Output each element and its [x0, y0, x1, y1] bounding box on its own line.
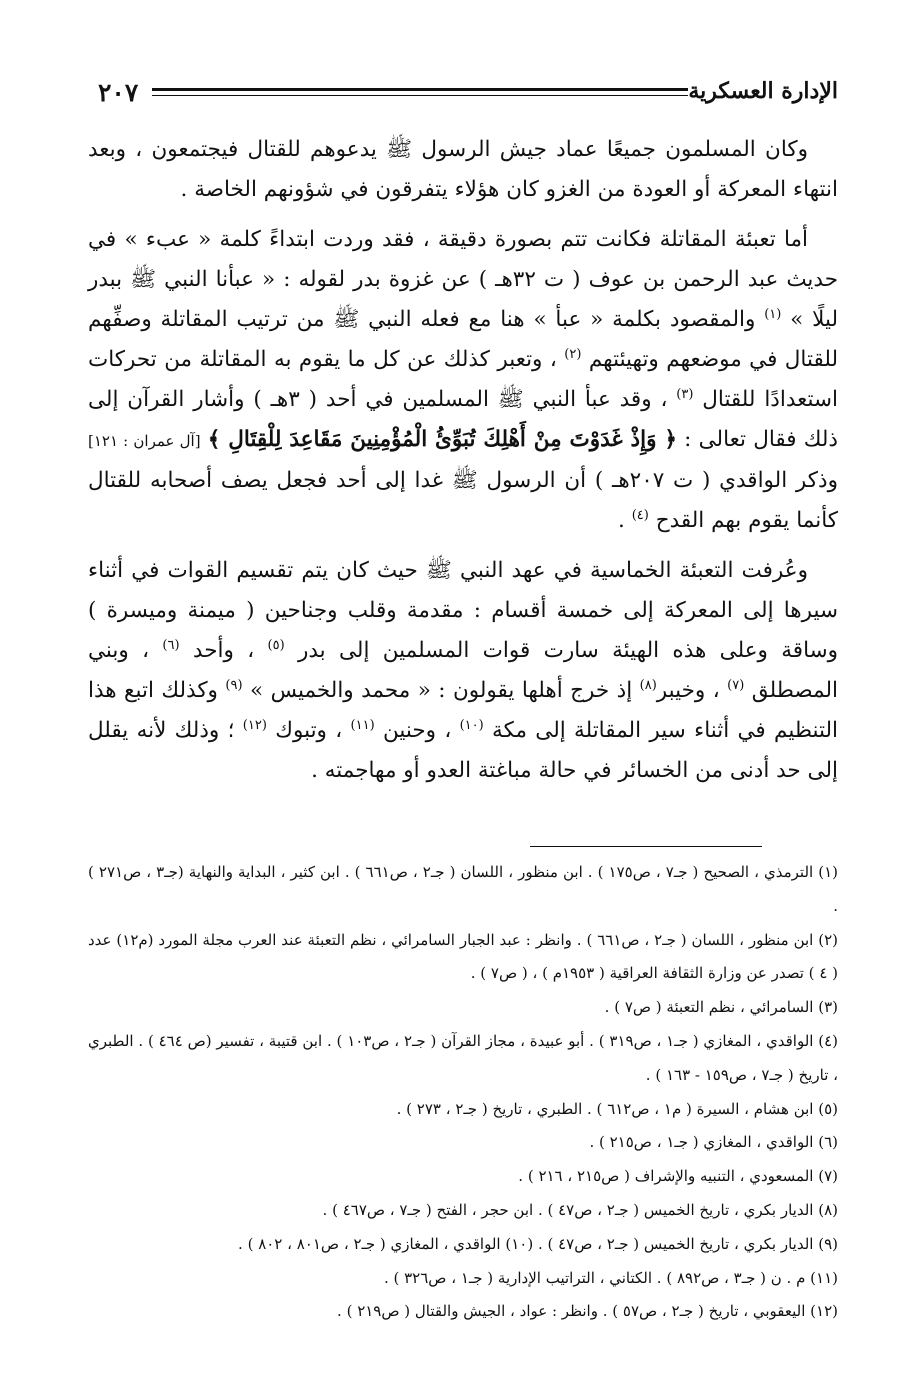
footnote-7: (٧) المسعودي ، التنبيه والإشراف ( ص٢١٥ ، ٢١٦ ) . — [518, 1167, 838, 1186]
p2-text-a: أما تعبئة المقاتلة فكانت تتم بصورة دقيقة ، فقد وردت ابتداءً كلمة « عبء » في حديث عبد الرحمن بن عوف ( ت ٣٢هـ ) عن غزوة بدر لقوله : « عبأنا النبي ﷺ ببدر ليلًا » — [88, 227, 838, 332]
paragraph-1 — [88, 130, 838, 210]
footnote-ref-1: (١) — [764, 306, 782, 322]
page-header — [88, 74, 838, 114]
footnote-12: (١٢) اليعقوبي ، تاريخ ( جـ٢ ، ص٥٧ ) . وانظر : عواد ، الجيش والقتال ( ص٢١٩ ) . — [337, 1302, 838, 1321]
footnote-4: (٤) الواقدي ، المغازي ( جـ١ ، ص٣١٩ ) . أبو عبيدة ، مجاز القرآن ( جـ٢ ، ص١٠٣ ) . ابن قتيبة ، تفسير (ص ٤٦٤ ) . الطبري ، تاريخ ( جـ٧ ، ص١٥٩ - ١٦٣ ) . — [88, 1031, 839, 1084]
footnote-ref-2: (٢) — [564, 346, 582, 362]
footnotes — [88, 856, 838, 1329]
p3-text-b: ، وأحد — [192, 638, 268, 663]
body-text — [88, 130, 838, 801]
p2-text-c: ، وتعبر كذلك عن كل ما يقوم به المقاتلة من تحركات استعدادًا للقتال — [88, 347, 838, 412]
footnote-ref-11: (١١) — [350, 717, 375, 733]
verse-reference: [آل عمران : ١٢١] — [88, 432, 201, 450]
footnote-separator — [530, 846, 762, 847]
footnote-ref-9: (٩) — [225, 677, 243, 693]
footnote-ref-3: (٣) — [676, 386, 694, 402]
p3-text-a: وعُرفت التعبئة الخماسية في عهد النبي ﷺ حيث كان يتم تقسيم القوات في أثناء سيرها إلى المعركة إلى خمسة أقسام : مقدمة وقلب وجناحين ( ميمنة وميسرة ) وساقة وعلى هذه الهيئة سارت قوات المسلمين إلى بدر — [88, 558, 839, 663]
footnote-3: (٣) السامرائي ، نظم التعبئة ( ص٧ ) . — [604, 998, 838, 1017]
p2-text-e: وذكر الواقدي ( ت ٢٠٧هـ ) أن الرسول ﷺ غدا إلى أحد فجعل يصف أصحابه للقتال كأنما يقوم بهم القدح — [88, 468, 838, 533]
p2-text-f: . — [618, 508, 632, 533]
p3-text-h: ، وتبوك — [275, 718, 351, 743]
footnote-ref-12: (١٢) — [242, 717, 267, 733]
footnote-ref-6: (٦) — [162, 637, 180, 653]
p3-text-g: ، وحنين — [382, 718, 460, 743]
header-rule-thick — [152, 88, 688, 91]
footnote-ref-7: (٧) — [727, 677, 745, 693]
footnote-8: (٨) الديار بكري ، تاريخ الخميس ( جـ٢ ، ص٤٧ ) . ابن حجر ، الفتح ( جـ٧ ، ص٤٦٧ ) . — [322, 1200, 838, 1219]
footnote-2: (٢) ابن منظور ، اللسان ( جـ٢ ، ص٦٦١ ) . وانظر : عبد الجبار السامرائي ، نظم التعبئة عند العرب مجلة المورد (م١٢) عدد ( ٤ ) تصدر عن وزارة الثقافة العراقية ( ١٩٥٣م ) ، ( ص٧ ) . — [88, 930, 839, 983]
p3-text-e: إذ خرج أهلها يقولون : « محمد والخميس » — [249, 678, 640, 703]
footnote-1: (١) الترمذي ، الصحيح ( جـ٧ ، ص١٧٥ ) . ابن منظور ، اللسان ( جـ٢ ، ص٦٦١ ) . ابن كثير ، البداية والنهاية (جـ٣ ، ص٢٧١ ) . — [88, 863, 839, 915]
p3-text-d: ، وخيبر — [656, 678, 728, 703]
p2-text-d: ، وقد عبأ النبي ﷺ المسلمين في أحد ( ٣هـ ) وأشار القرآن إلى ذلك فقال تعالى : — [88, 387, 839, 452]
paragraph-1-text: وكان المسلمون جميعًا عماد جيش الرسول ﷺ يدعوهم للقتال فيجتمعون ، وبعد انتهاء المعركة أو العودة من الغزو كان هؤلاء يتفرقون في شؤونهم الخاصة . — [88, 137, 838, 202]
p3-text-c: ، وبني المصطلق — [88, 638, 839, 703]
footnote-ref-4: (٤) — [631, 507, 649, 523]
footnote-9-10: (٩) الديار بكري ، تاريخ الخميس ( جـ٢ ، ص٤٧ ) . (١٠) الواقدي ، المغازي ( جـ٢ ، ص٨٠١ ، ٨٠٢ ) . — [238, 1234, 838, 1253]
footnote-ref-5: (٥) — [267, 637, 285, 653]
quran-verse: ﴿ وَإِذْ غَدَوْتَ مِنْ أَهْلِكَ تُبَوِّئُ الْمُؤْمِنِينَ مَقَاعِدَ لِلْقِتَالِ ﴾ — [207, 427, 677, 452]
footnote-ref-8: (٨) — [639, 677, 657, 693]
footnote-11: (١١) م . ن ( جـ٣ ، ص٨٩٢ ) . الكتاني ، التراتيب الإدارية ( جـ١ ، ص٣٢٦ ) . — [383, 1268, 838, 1287]
p3-text-i: ؛ وذلك لأنه يقلل إلى حد أدنى من الخسائر في حالة مباغتة العدو أو مهاجمته . — [88, 718, 838, 783]
footnote-6: (٦) الواقدي ، المغازي ( جـ١ ، ص٢١٥ ) . — [589, 1133, 838, 1152]
header-rule-thin — [152, 95, 688, 96]
p3-text-f: وكذلك اتبع هذا التنظيم في أثناء سير المقاتلة إلى مكة — [88, 678, 838, 743]
paragraph-2 — [88, 220, 838, 541]
footnote-ref-10: (١٠) — [459, 717, 484, 733]
running-title: الإدارة العسكرية — [688, 78, 838, 104]
p2-text-b: والمقصود بكلمة « عبأ » هنا مع فعله النبي ﷺ من ترتيب المقاتلة وصفِّهم للقتال في موضعهم وتهيئتهم — [88, 307, 839, 372]
page-number: ٢٠٧ — [98, 78, 139, 107]
footnote-5: (٥) ابن هشام ، السيرة ( م١ ، ص٦١٢ ) . الطبري ، تاريخ ( جـ٢ ، ٢٧٣ ) . — [396, 1099, 838, 1118]
paragraph-3 — [88, 551, 838, 791]
